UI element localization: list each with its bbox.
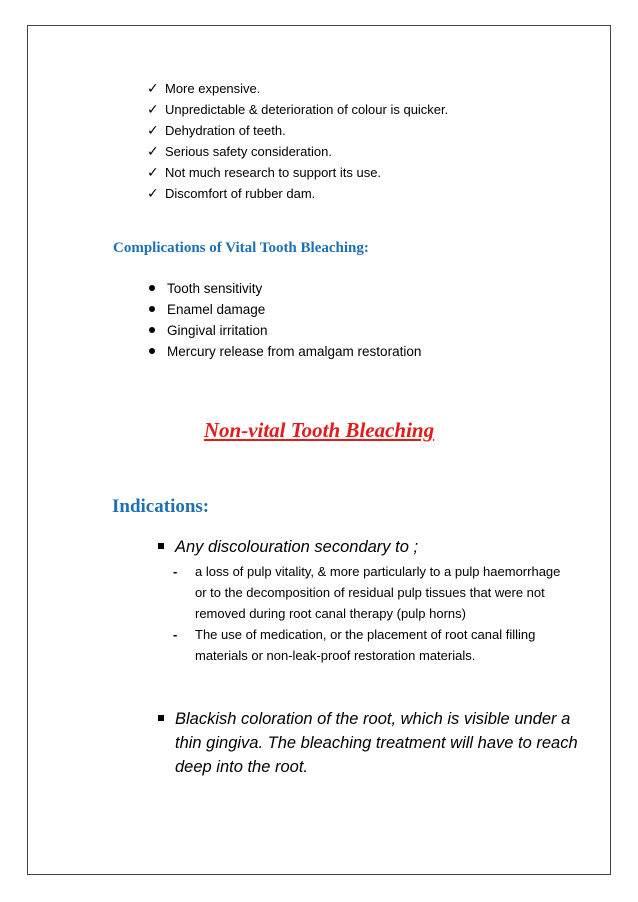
check-icon: ✓ (147, 122, 159, 138)
bullet-icon (149, 348, 155, 354)
disadvantages-list (147, 78, 448, 204)
list-item-text: Mercury release from amalgam restoration (167, 344, 422, 359)
indication-text: Any discolouration secondary to ; (175, 538, 419, 556)
square-bullet-icon (158, 715, 164, 721)
list-item-text: Serious safety consideration. (165, 144, 332, 159)
complications-list (147, 278, 421, 362)
list-item (147, 183, 448, 204)
list-item-text: Not much research to support its use. (165, 165, 382, 180)
list-item (147, 99, 448, 120)
list-item (147, 141, 448, 162)
list-item-text: Enamel damage (167, 302, 266, 317)
dash-marker: - (173, 564, 178, 579)
bullet-icon (149, 285, 155, 291)
check-icon: ✓ (147, 185, 159, 201)
indication-text: Blackish coloration of the root, which is visible under a thin gingiva. The bleaching treatment will have to reach deep into the root. (175, 710, 578, 776)
list-item-text: Unpredictable & deterioration of colour is quicker. (165, 102, 449, 117)
sub-list-item-text: a loss of pulp vitality, & more particularly to a pulp haemorrhage or to the decomposition of residual pulp tissues that were not removed during root canal therapy (pulp horns) (195, 564, 561, 621)
list-item (147, 320, 421, 341)
list-item-text: Dehydration of teeth. (165, 123, 286, 138)
sub-list-item-text: The use of medication, or the placement of root canal filling materials or non-leak-proof restoration materials. (195, 627, 536, 663)
indication-sublist (158, 561, 585, 666)
dash-marker: - (173, 627, 178, 642)
list-item (147, 78, 448, 99)
sub-list-item (158, 561, 575, 624)
list-item (147, 162, 448, 183)
list-item-text: Gingival irritation (167, 323, 268, 338)
check-icon: ✓ (147, 143, 159, 159)
check-icon: ✓ (147, 80, 159, 96)
list-item-text: Tooth sensitivity (167, 281, 263, 296)
section-title: Non-vital Tooth Bleaching (203, 418, 435, 442)
indication-item (158, 535, 585, 666)
list-item (147, 299, 421, 320)
list-item (147, 278, 421, 299)
bullet-icon (149, 306, 155, 312)
indication-item (158, 707, 585, 779)
bullet-icon (149, 327, 155, 333)
square-bullet-icon (158, 543, 164, 549)
check-icon: ✓ (147, 164, 159, 180)
sub-list-item (158, 624, 575, 666)
indications-heading: Indications: (112, 496, 210, 517)
list-item (147, 120, 448, 141)
complications-heading: Complications of Vital Tooth Bleaching: (113, 240, 369, 256)
list-item-text: Discomfort of rubber dam. (165, 186, 316, 201)
check-icon: ✓ (147, 101, 159, 117)
list-item (147, 341, 421, 362)
list-item-text: More expensive. (165, 81, 261, 96)
